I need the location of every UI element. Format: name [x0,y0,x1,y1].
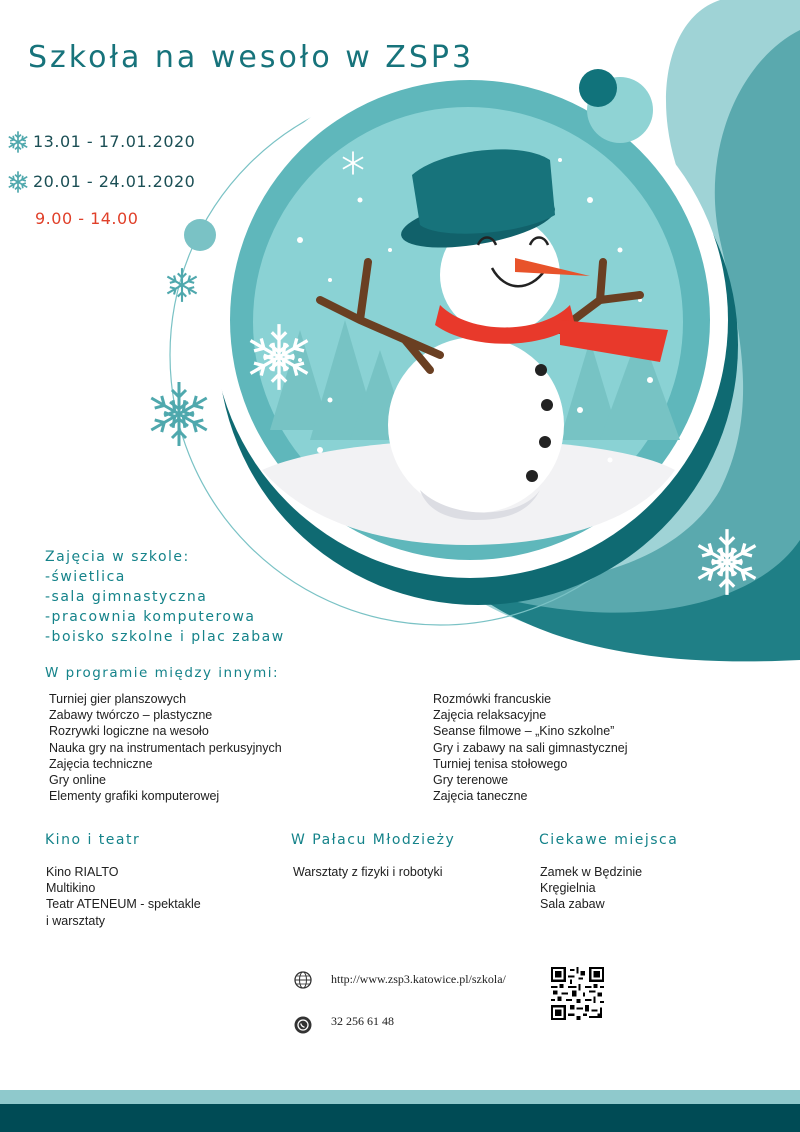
list-item: Gry i zabawy na sali gimnastycznej [433,740,628,755]
list-item: Nauka gry na instrumentach perkusyjnych [49,740,282,755]
date-range-2: 20.01 - 24.01.2020 [33,172,196,191]
program-list-right [433,691,628,804]
list-item: Elementy grafiki komputerowej [49,789,220,804]
hours: 9.00 - 14.00 [35,209,139,228]
program-list-left [49,691,282,804]
list-item: Rozrywki logiczne na wesoło [49,724,209,739]
palac-list [293,864,513,880]
list-item: Kręgielnia [540,881,596,896]
list-item: -świetlica [45,569,126,585]
activities-list [45,547,285,647]
list-item: -boisko szkolne i plac zabaw [45,629,285,645]
snowflake-bullet-icon [6,130,30,154]
palac-heading: W Pałacu Młodzieży [291,832,456,848]
list-item: Teatr ATENEUM - spektakle [46,897,201,912]
snowflake-icon [143,378,215,450]
list-item: Warsztaty z fizyki i robotyki [293,865,443,879]
list-item: Gry online [49,773,106,788]
snowflake-icon [690,525,764,599]
kino-heading: Kino i teatr [45,832,141,848]
list-item: Sala zabaw [540,897,605,912]
activities-heading: Zajęcia w szkole: [45,549,190,565]
list-item: Zabawy twórczo – plastyczne [49,708,213,723]
whatsapp-icon [294,1016,312,1034]
website-link[interactable]: http://www.zsp3.katowice.pl/szkola/ [331,972,506,986]
qr-code [551,967,604,1020]
list-item: Zajęcia taneczne [433,789,528,804]
list-item: Rozmówki francuskie [433,692,552,706]
list-item: -sala gimnastyczna [45,589,208,605]
footer-bar-light [0,1090,800,1104]
snowflake-bullet-icon [6,170,30,194]
footer-bar-dark [0,1104,800,1132]
list-item: Zajęcia techniczne [49,756,153,771]
list-item: Seanse filmowe – „Kino szkolne” [433,724,615,739]
list-item: Kino RIALTO [46,865,119,879]
miejsca-heading: Ciekawe miejsca [539,832,679,848]
list-item: Zajęcia relaksacyjne [433,708,547,723]
page-title: Szkoła na wesoło w ZSP3 [28,40,475,75]
list-item: Zamek w Będzinie [540,865,643,879]
miejsca-list [540,864,740,913]
list-item: Turniej gier planszowych [49,692,187,706]
kino-list [46,864,266,929]
list-item: Multikino [46,881,96,896]
phone-number: 32 256 61 48 [331,1014,394,1028]
list-item: Gry terenowe [433,773,509,788]
list-item: i warsztaty [46,913,106,928]
list-item: Turniej tenisa stołowego [433,756,568,771]
list-item: -pracownia komputerowa [45,609,256,625]
snowflake-icon [340,150,366,176]
program-heading: W programie między innymi: [45,665,280,681]
globe-icon [294,971,312,989]
snowflake-icon [242,320,316,394]
snowflake-icon [163,266,201,304]
date-range-1: 13.01 - 17.01.2020 [33,132,196,151]
